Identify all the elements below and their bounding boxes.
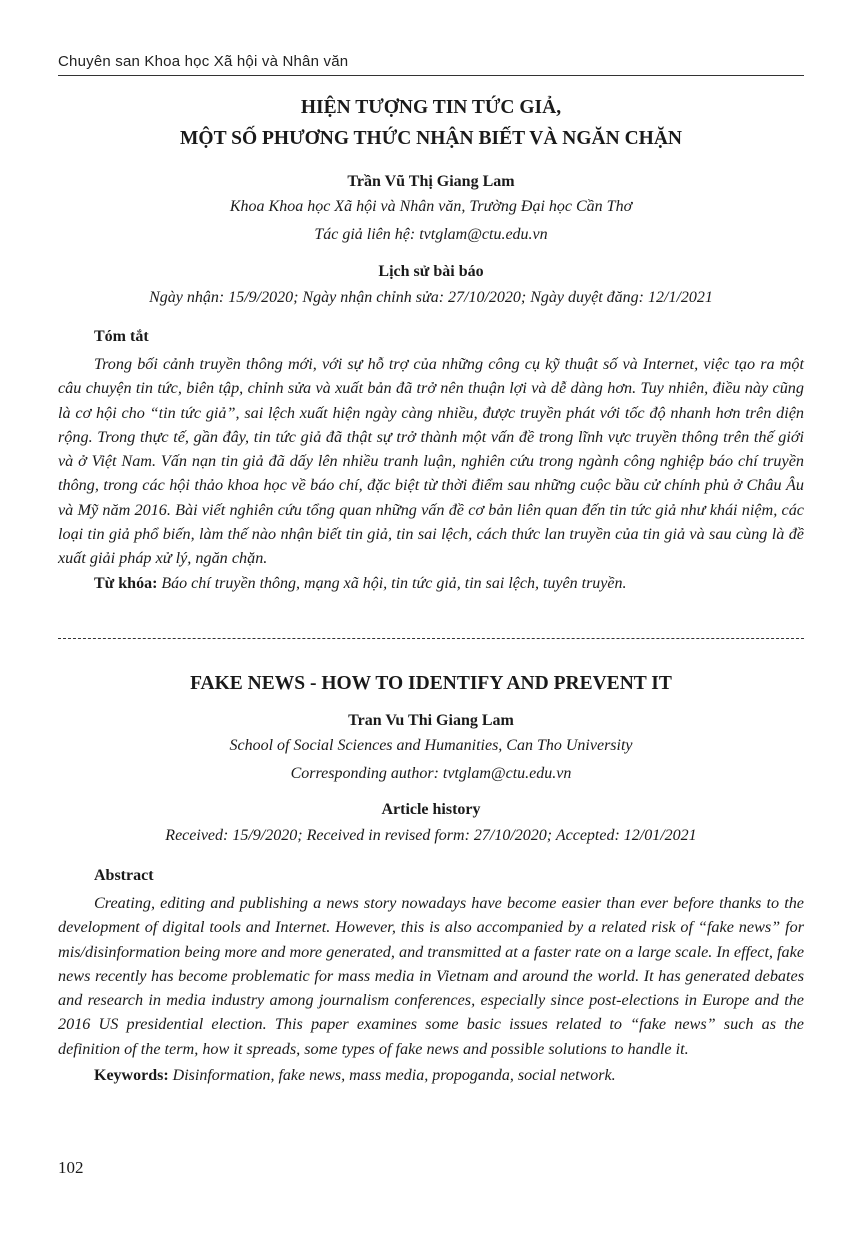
vi-history-heading: Lịch sử bài báo xyxy=(378,263,484,280)
vi-author-block xyxy=(58,171,804,249)
page-number: 102 xyxy=(58,1158,84,1177)
vi-keywords xyxy=(58,571,804,597)
vi-abstract: Trong bối cảnh truyền thông mới, với sự hỗ trợ của những công cụ kỹ thuật số và Internet, việc tạo ra một câu chuyện tin tức, biên tập, chỉnh sửa và xuất bản đã trở nên thuận lợi và dễ dàng hơn. Tuy nhiên, điều này cũng là cơ hội cho “tin tức giả”, sai lệch xuất hiện ngày càng nhiều, được truyền phát với tốc độ nhanh hơn trên diện rộng. Trong thực tế, gần đây, tin tức giả đã thật sự trở thành một vấn đề trong lĩnh vực truyền thông trên thế giới và ở Việt Nam. Vấn nạn tin giả đã dấy lên nhiều tranh luận, nghiên cứu trong ngành công nghiệp báo chí truyền thông, trong các hội thảo khoa học về báo chí, đặc biệt từ thời điểm sau những cuộc bầu cử chính phủ ở Châu Âu và Mỹ năm 2016. Bài viết nghiên cứu tổng quan những vấn đề cơ bản liên quan đến tin tức giả như khái niệm, các loại tin giả phổ biến, làm thế nào nhận biết tin giả, tin sai lệch, cách thức lan truyền của tin giả và sau cùng là đề xuất giải pháp xử lý, ngăn chặn. xyxy=(58,355,804,568)
en-title-block xyxy=(58,668,804,699)
en-history: Received: 15/9/2020; Received in revised form: 27/10/2020; Accepted: 12/01/2021 xyxy=(165,827,697,844)
vi-history-block xyxy=(58,261,804,313)
vi-abstract-block xyxy=(58,326,804,597)
vi-title-block xyxy=(58,92,804,154)
vi-abstract-heading: Tóm tắt xyxy=(94,328,149,345)
vi-keywords-text: Báo chí truyền thông, mạng xã hội, tin tức giả, tin sai lệch, tuyên truyền. xyxy=(161,574,627,592)
en-keywords xyxy=(58,1061,804,1091)
en-author-block xyxy=(58,710,804,788)
en-history-heading: Article history xyxy=(381,801,481,818)
en-abstract-heading: Abstract xyxy=(94,867,154,884)
vi-contact: Tác giả liên hệ: tvtglam@ctu.edu.vn xyxy=(314,226,548,243)
en-contact: Corresponding author: tvtglam@ctu.edu.vn xyxy=(290,765,572,782)
en-keywords-label: Keywords: xyxy=(94,1067,169,1085)
vi-title-line1: HIỆN TƯỢNG TIN TỨC GIẢ, xyxy=(300,97,562,118)
en-affiliation: School of Social Sciences and Humanities, Can Tho University xyxy=(229,737,633,754)
en-keywords-text: Disinformation, fake news, mass media, propoganda, social network. xyxy=(172,1067,616,1085)
vi-title-line2: MỘT SỐ PHƯƠNG THỨC NHẬN BIẾT VÀ NGĂN CHẶN xyxy=(180,128,682,149)
vi-keywords-label: Từ khóa: xyxy=(94,574,158,592)
journal-header: Chuyên san Khoa học Xã hội và Nhân văn xyxy=(58,53,349,70)
section-divider xyxy=(58,638,804,639)
header-rule xyxy=(58,75,804,76)
en-abstract: Creating, editing and publishing a news story nowadays have become easier than ever before thanks to the development of digital tools and Internet. However, this is also accompanied by a related risk of “fake news” for mis/disinformation being more and more generated, and transmitted at a faster rate on a large scale. In effect, fake news recently has become problematic for mass media in Vietnam and around the world. It has generated debates and research in media industry among journalism conferences, especially since post-elections in Europe and the 2016 US presidential election. This paper examines some basic issues related to “fake news” such as the definition of the term, how it spreads, some types of fake news and possible solutions to handle it. xyxy=(58,894,804,1058)
vi-author: Trần Vũ Thị Giang Lam xyxy=(347,173,515,190)
vi-history: Ngày nhận: 15/9/2020; Ngày nhận chỉnh sửa: 27/10/2020; Ngày duyệt đăng: 12/1/2021 xyxy=(149,289,713,306)
en-author: Tran Vu Thi Giang Lam xyxy=(348,712,514,729)
en-abstract-block xyxy=(58,865,804,1091)
en-history-block xyxy=(58,799,804,851)
en-title: FAKE NEWS - HOW TO IDENTIFY AND PREVENT IT xyxy=(190,673,672,694)
vi-affiliation: Khoa Khoa học Xã hội và Nhân văn, Trường Đại học Cần Thơ xyxy=(229,198,633,215)
